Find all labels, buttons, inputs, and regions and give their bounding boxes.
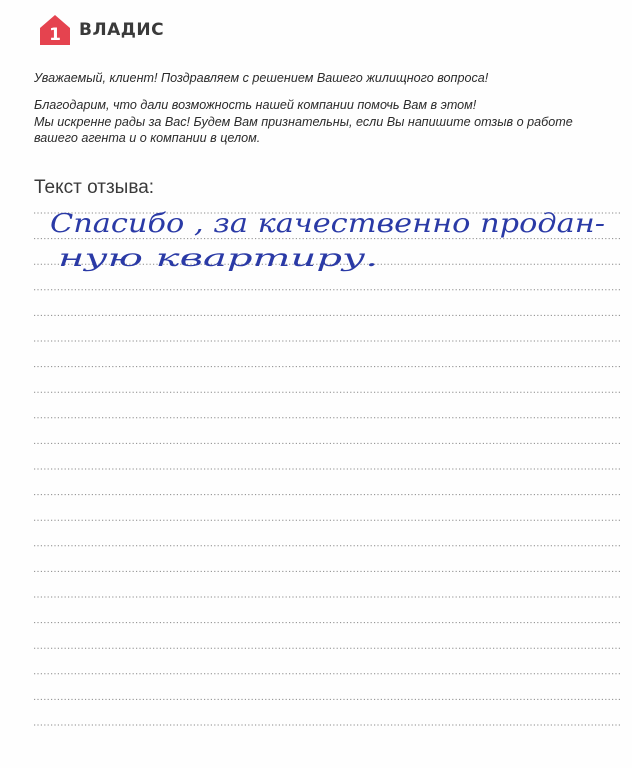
- handwritten-review: [34, 200, 620, 280]
- intro-line-3: вашего агента и о компании в целом.: [34, 131, 261, 146]
- intro-line-1: Благодарим, что дали возможность нашей компании помочь Вам в этом!: [34, 98, 477, 113]
- review-heading: Текст отзыва:: [34, 177, 155, 198]
- ruled-writing-lines: [34, 0, 620, 768]
- intro-line-2: Мы искренне рады за Вас! Будем Вам признательны, если Вы напишите отзыв о работе: [34, 114, 573, 129]
- logo-digit: 1: [49, 25, 61, 45]
- handwritten-line-2: ную квартиру.: [58, 244, 378, 272]
- handwritten-line-1: Спасибо , за качественно продан-: [50, 209, 605, 239]
- brand-name: ВЛАДИС: [79, 20, 165, 40]
- intro-greeting: Уважаемый, клиент! Поздравляем с решением Вашего жилищного вопроса!: [34, 71, 489, 85]
